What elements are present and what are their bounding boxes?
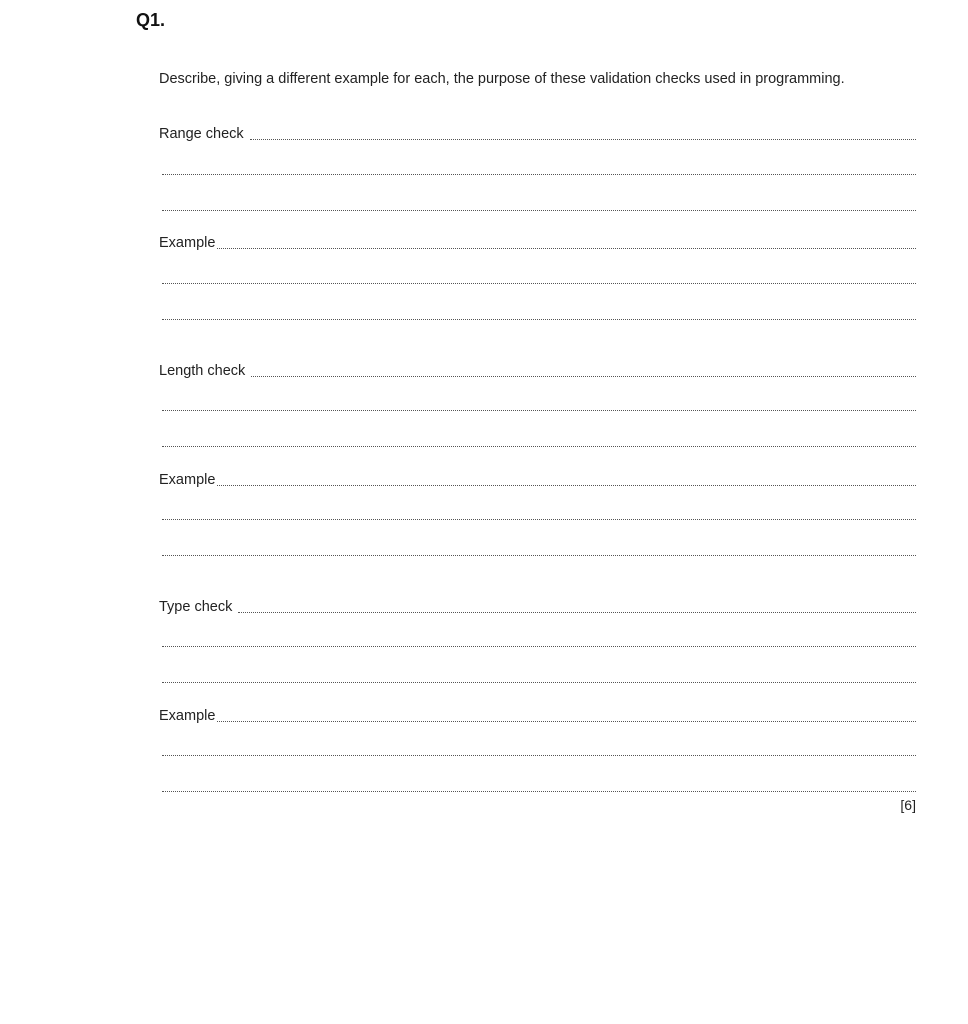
answer-line[interactable] bbox=[162, 446, 916, 447]
answer-line[interactable] bbox=[250, 139, 916, 140]
range-check-row[interactable] bbox=[159, 122, 916, 142]
example-label: Example bbox=[159, 235, 216, 251]
example-label: Example bbox=[159, 472, 216, 488]
answer-line[interactable] bbox=[217, 721, 916, 722]
question-number: Q1. bbox=[136, 10, 166, 30]
answer-line[interactable] bbox=[162, 519, 916, 520]
answer-line[interactable] bbox=[162, 682, 916, 683]
answer-line[interactable] bbox=[238, 612, 916, 613]
question-instruction: Describe, giving a different example for each, the purpose of these validation checks used in programming. bbox=[159, 71, 845, 87]
marks-label: [6] bbox=[900, 797, 916, 813]
answer-line[interactable] bbox=[162, 755, 916, 756]
range-example-row[interactable] bbox=[159, 231, 916, 251]
length-check-row[interactable] bbox=[159, 359, 916, 379]
answer-line[interactable] bbox=[162, 283, 916, 284]
answer-line[interactable] bbox=[162, 791, 916, 792]
length-check-label: Length check bbox=[159, 363, 246, 379]
answer-line[interactable] bbox=[251, 376, 916, 377]
example-label: Example bbox=[159, 708, 216, 724]
type-check-label: Type check bbox=[159, 599, 233, 615]
range-check-label: Range check bbox=[159, 126, 244, 142]
type-check-row[interactable] bbox=[159, 595, 916, 615]
answer-line[interactable] bbox=[162, 210, 916, 211]
answer-line[interactable] bbox=[162, 555, 916, 556]
answer-line[interactable] bbox=[162, 646, 916, 647]
answer-line[interactable] bbox=[217, 248, 916, 249]
type-example-row[interactable] bbox=[159, 704, 916, 724]
answer-line[interactable] bbox=[162, 410, 916, 411]
length-example-row[interactable] bbox=[159, 468, 916, 488]
answer-line[interactable] bbox=[162, 319, 916, 320]
answer-line[interactable] bbox=[162, 174, 916, 175]
answer-line[interactable] bbox=[217, 485, 916, 486]
